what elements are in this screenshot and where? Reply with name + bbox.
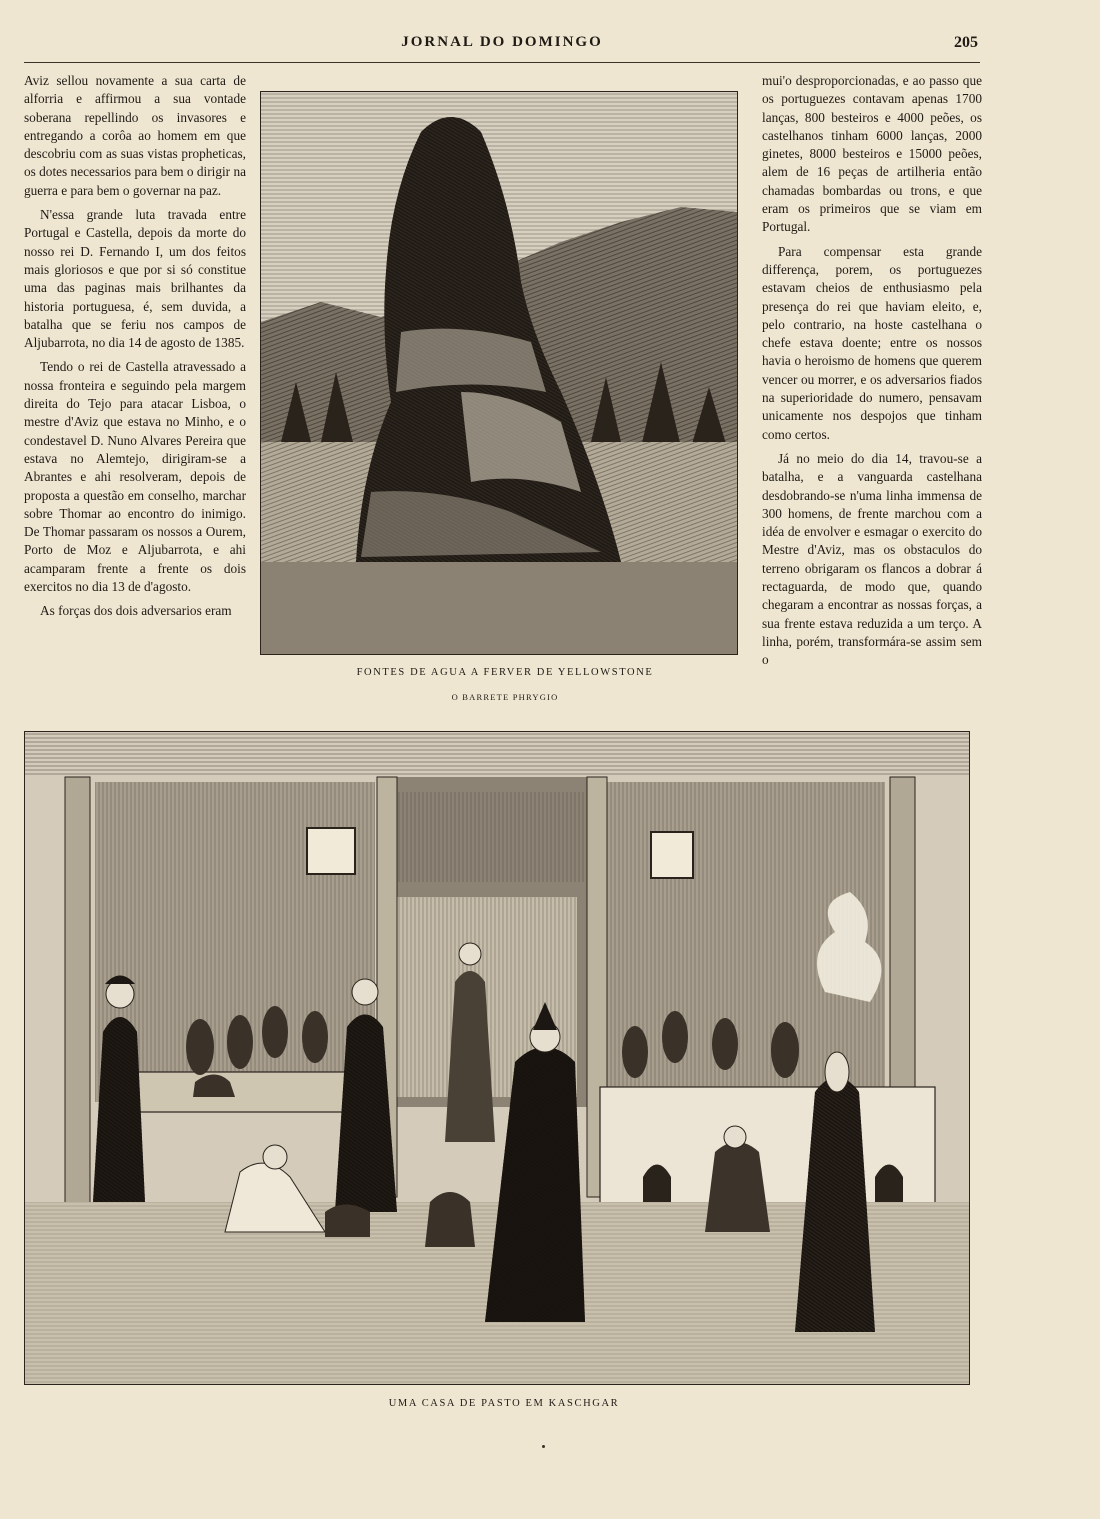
left-paragraph-3: Tendo o rei de Castella atravessado a nossa fronteira e seguindo pela margem direita do Tejo para atacar Lisboa, o mestre d'Aviz que estava no Minho, e o condestavel D. Nuno Alvares Pereira que estava no Alemtejo, dirigiram-se a Abrantes e ahi resolveram, depois de proposta a questão em conselho, marchar sobre Thomar ao encontro do inimigo. De Thomar passaram os nossos a Ourem, Porto de Moz e Aljubarrota, e ahi acamparam frente a frente os dois exercitos no dia 13 de d'agosto. bbox=[24, 359, 246, 595]
page-header bbox=[24, 32, 980, 63]
newspaper-title: JORNAL DO DOMINGO bbox=[401, 34, 603, 50]
left-text-column bbox=[24, 72, 246, 621]
bottom-illustration-caption: UMA CASA DE PASTO EM KASCHGAR bbox=[388, 1398, 620, 1409]
right-paragraph-3: Já no meio do dia 14, travou-se a batalha, e a vanguarda castelhana desdobrando-se n'uma linha immensa de 300 homens, de frente marchou com a idéa de envolver e esmagar o exercito do Mestre d'Aviz, mas os obstaculos do terreno obrigaram os flancos a dobrar á rectaguarda, de modo que, quando chegaram a encontrar as nossas forças, a sua frente estava reduzida a um terço. A linha, porém, transformára-se assim sem o bbox=[762, 450, 982, 668]
yellowstone-illustration bbox=[261, 92, 737, 654]
yellowstone-engraving bbox=[260, 91, 738, 655]
right-paragraph-1: mui'o desproporcionadas, e ao passo que os portuguezes contavam apenas 1700 lanças, 800 besteiros e 4000 peões, os castelhanos tinham 6000 lanças, 2000 ginetes, 8000 besteiros e 15000 peões, alem de 16 peças de artilheria então chamadas bombardas ou trons, e que eram os primeiros que se viam em Portugal. bbox=[762, 73, 982, 235]
left-paragraph-2: N'essa grande luta travada entre Portugal e Castella, depois da morte do nosso rei D. Fernando I, um dos feitos mais gloriosos e que por si só constitue uma das paginas mais brilhantes da historia portuguesa, é, sem duvida, a batalha que se feriu nos campos de Aljubarrota, no dia 14 de agosto de 1385. bbox=[24, 207, 246, 351]
right-text-column bbox=[762, 72, 982, 670]
right-paragraph-2: Para compensar esta grande differença, porem, os portuguezes estavam cheios de enthusiasmo pela presença do rei que haviam eleito, e, pelo contrario, na hoste castelhana o chefe estava doente; entre os nossos havia o heroismo de homens que querem vencer ou morrer, e os adversarios fiados na superioridade do numero, pensavam unicamente nos despojos que tinham como certos. bbox=[762, 243, 982, 442]
page-number: 205 bbox=[954, 34, 978, 51]
left-paragraph-1: Aviz sellou novamente a sua carta de alforria e affirmou a sua vontade soberana repellindo os invasores e entregando a corôa ao homem em que descobriu com as suas vistas propheticas, os dotes necessarios para bem o dirigir na guerra e para bem o governar na paz. bbox=[24, 73, 246, 198]
kaschgar-engraving bbox=[24, 731, 970, 1385]
left-paragraph-4: As forças dos dois adversarios eram bbox=[40, 603, 232, 619]
top-illustration-subcaption: O BARRETE PHRYGIO bbox=[451, 692, 559, 702]
kaschgar-illustration bbox=[25, 732, 969, 1384]
top-illustration-caption: FONTES DE AGUA A FERVER DE YELLOWSTONE bbox=[356, 667, 654, 678]
decorative-dot bbox=[542, 1445, 545, 1448]
